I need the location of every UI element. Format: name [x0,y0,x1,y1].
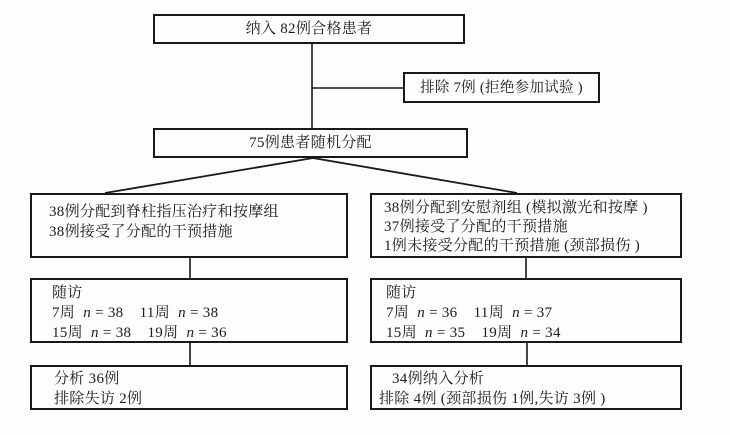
left-allocation-box [30,193,348,258]
right-analysis-box [370,365,682,410]
right-allocation-box [370,193,682,258]
right-allocation-line-3: 1例未接受分配的干预措施 (颈部损伤 ) [384,238,640,254]
right-followup-title: 随访 [386,285,417,301]
left-followup-box [30,278,348,343]
right-allocation-line-1: 38例分配到安慰剂组 (模拟激光和按摩 ) [384,200,648,216]
right-followup-box [370,278,682,343]
exclusion-box [403,72,600,103]
right-analysis-line-1: 34例纳入分析 [392,371,485,387]
enrollment-text: 纳入 82例合格患者 [245,21,373,37]
left-analysis-box [30,365,348,410]
right-analysis-line-2: 排除 4例 (颈部损伤 1例,失访 3例 ) [379,391,606,407]
left-followup-row-1: 7周 n = 38 11周 n = 38 [52,305,219,321]
right-followup-row-1: 7周 n = 36 11周 n = 37 [386,305,553,321]
right-allocation-line-2: 37例接受了分配的干预措施 [384,219,568,235]
right-followup-row-2: 15周 n = 35 19周 n = 34 [386,325,561,341]
left-analysis-line-1: 分析 36例 [54,371,120,387]
randomization-box [153,128,468,158]
left-analysis-line-2: 排除失访 2例 [54,391,143,407]
left-followup-title: 随访 [52,285,83,301]
line-randomization-to-left-arm [105,158,313,193]
exclusion-text: 排除 7例 (拒绝参加试验 ) [420,79,583,96]
left-allocation-line-1: 38例分配到脊柱指压治疗和按摩组 [49,204,279,220]
enrollment-box [153,14,465,44]
randomization-text: 75例患者随机分配 [249,135,372,151]
line-randomization-to-right-arm [313,158,517,193]
left-allocation-line-2: 38例接受了分配的干预措施 [49,224,233,240]
left-followup-row-2: 15周 n = 38 19周 n = 36 [52,325,227,341]
